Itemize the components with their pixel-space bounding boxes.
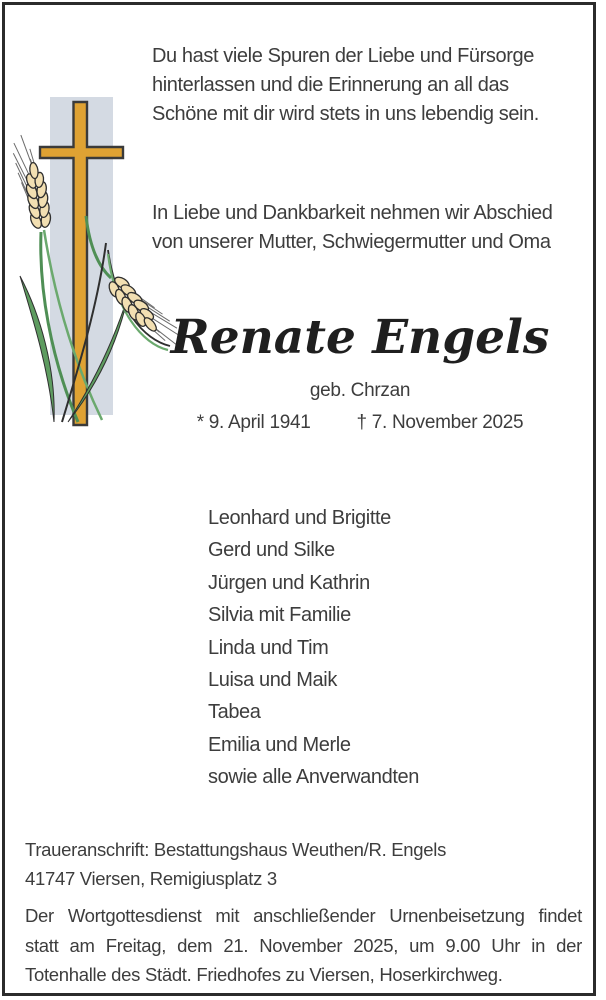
mourner-name: Linda und Tim (208, 636, 329, 659)
mourning-address-line: 41747 Viersen, Remigiusplatz 3 (25, 867, 277, 889)
mourner-name: Leonhard und Brigitte (208, 507, 391, 529)
mourner-name: Emilia und Merle (208, 733, 351, 756)
mourning-address (25, 836, 565, 893)
verse-line: Schöne mit dir wird stets in uns lebendig sein. (152, 103, 539, 125)
maiden-name: geb. Chrzan (309, 380, 411, 401)
opening-verse (152, 42, 588, 129)
service-line: Der Wortgottesdienst mit anschließender Urnenbeisetzung findet (25, 905, 582, 926)
mourner-name: Jürgen und Kathrin (208, 571, 370, 594)
farewell-line: von unserer Mutter, Schwiegermutter und Oma (152, 231, 551, 253)
mourner-name: Luisa und Maik (208, 669, 337, 692)
life-dates (130, 410, 590, 436)
service-line: Totenhalle des Städt. Friedhofes zu Viersen, Hoserkirchweg. (25, 964, 503, 985)
mourning-address-line: Traueranschrift: Bestattungshaus Weuthen/R. Engels (25, 839, 447, 860)
mourner-name: Tabea (208, 701, 261, 724)
verse-line: hinterlassen und die Erinnerung an all das (152, 74, 509, 96)
mourners-list (208, 502, 419, 794)
verse-line: Du hast viele Spuren der Liebe und Fürsorge (152, 45, 534, 67)
birth-date: * 9. April 1941 (196, 412, 311, 433)
mourner-name: Gerd und Silke (208, 539, 335, 562)
mourner-name: Silvia mit Familie (208, 604, 351, 627)
mourner-name: sowie alle Anverwandten (208, 766, 419, 789)
farewell-line: In Liebe und Dankbarkeit nehmen wir Abschied (152, 202, 553, 224)
farewell-text (152, 199, 592, 257)
funeral-service-info (25, 901, 582, 990)
service-line: statt am Freitag, dem 21. November 2025, um 9.00 Uhr in der (25, 934, 582, 956)
deceased-name: Renate Engels (170, 310, 550, 365)
death-date: † 7. November 2025 (356, 412, 524, 433)
